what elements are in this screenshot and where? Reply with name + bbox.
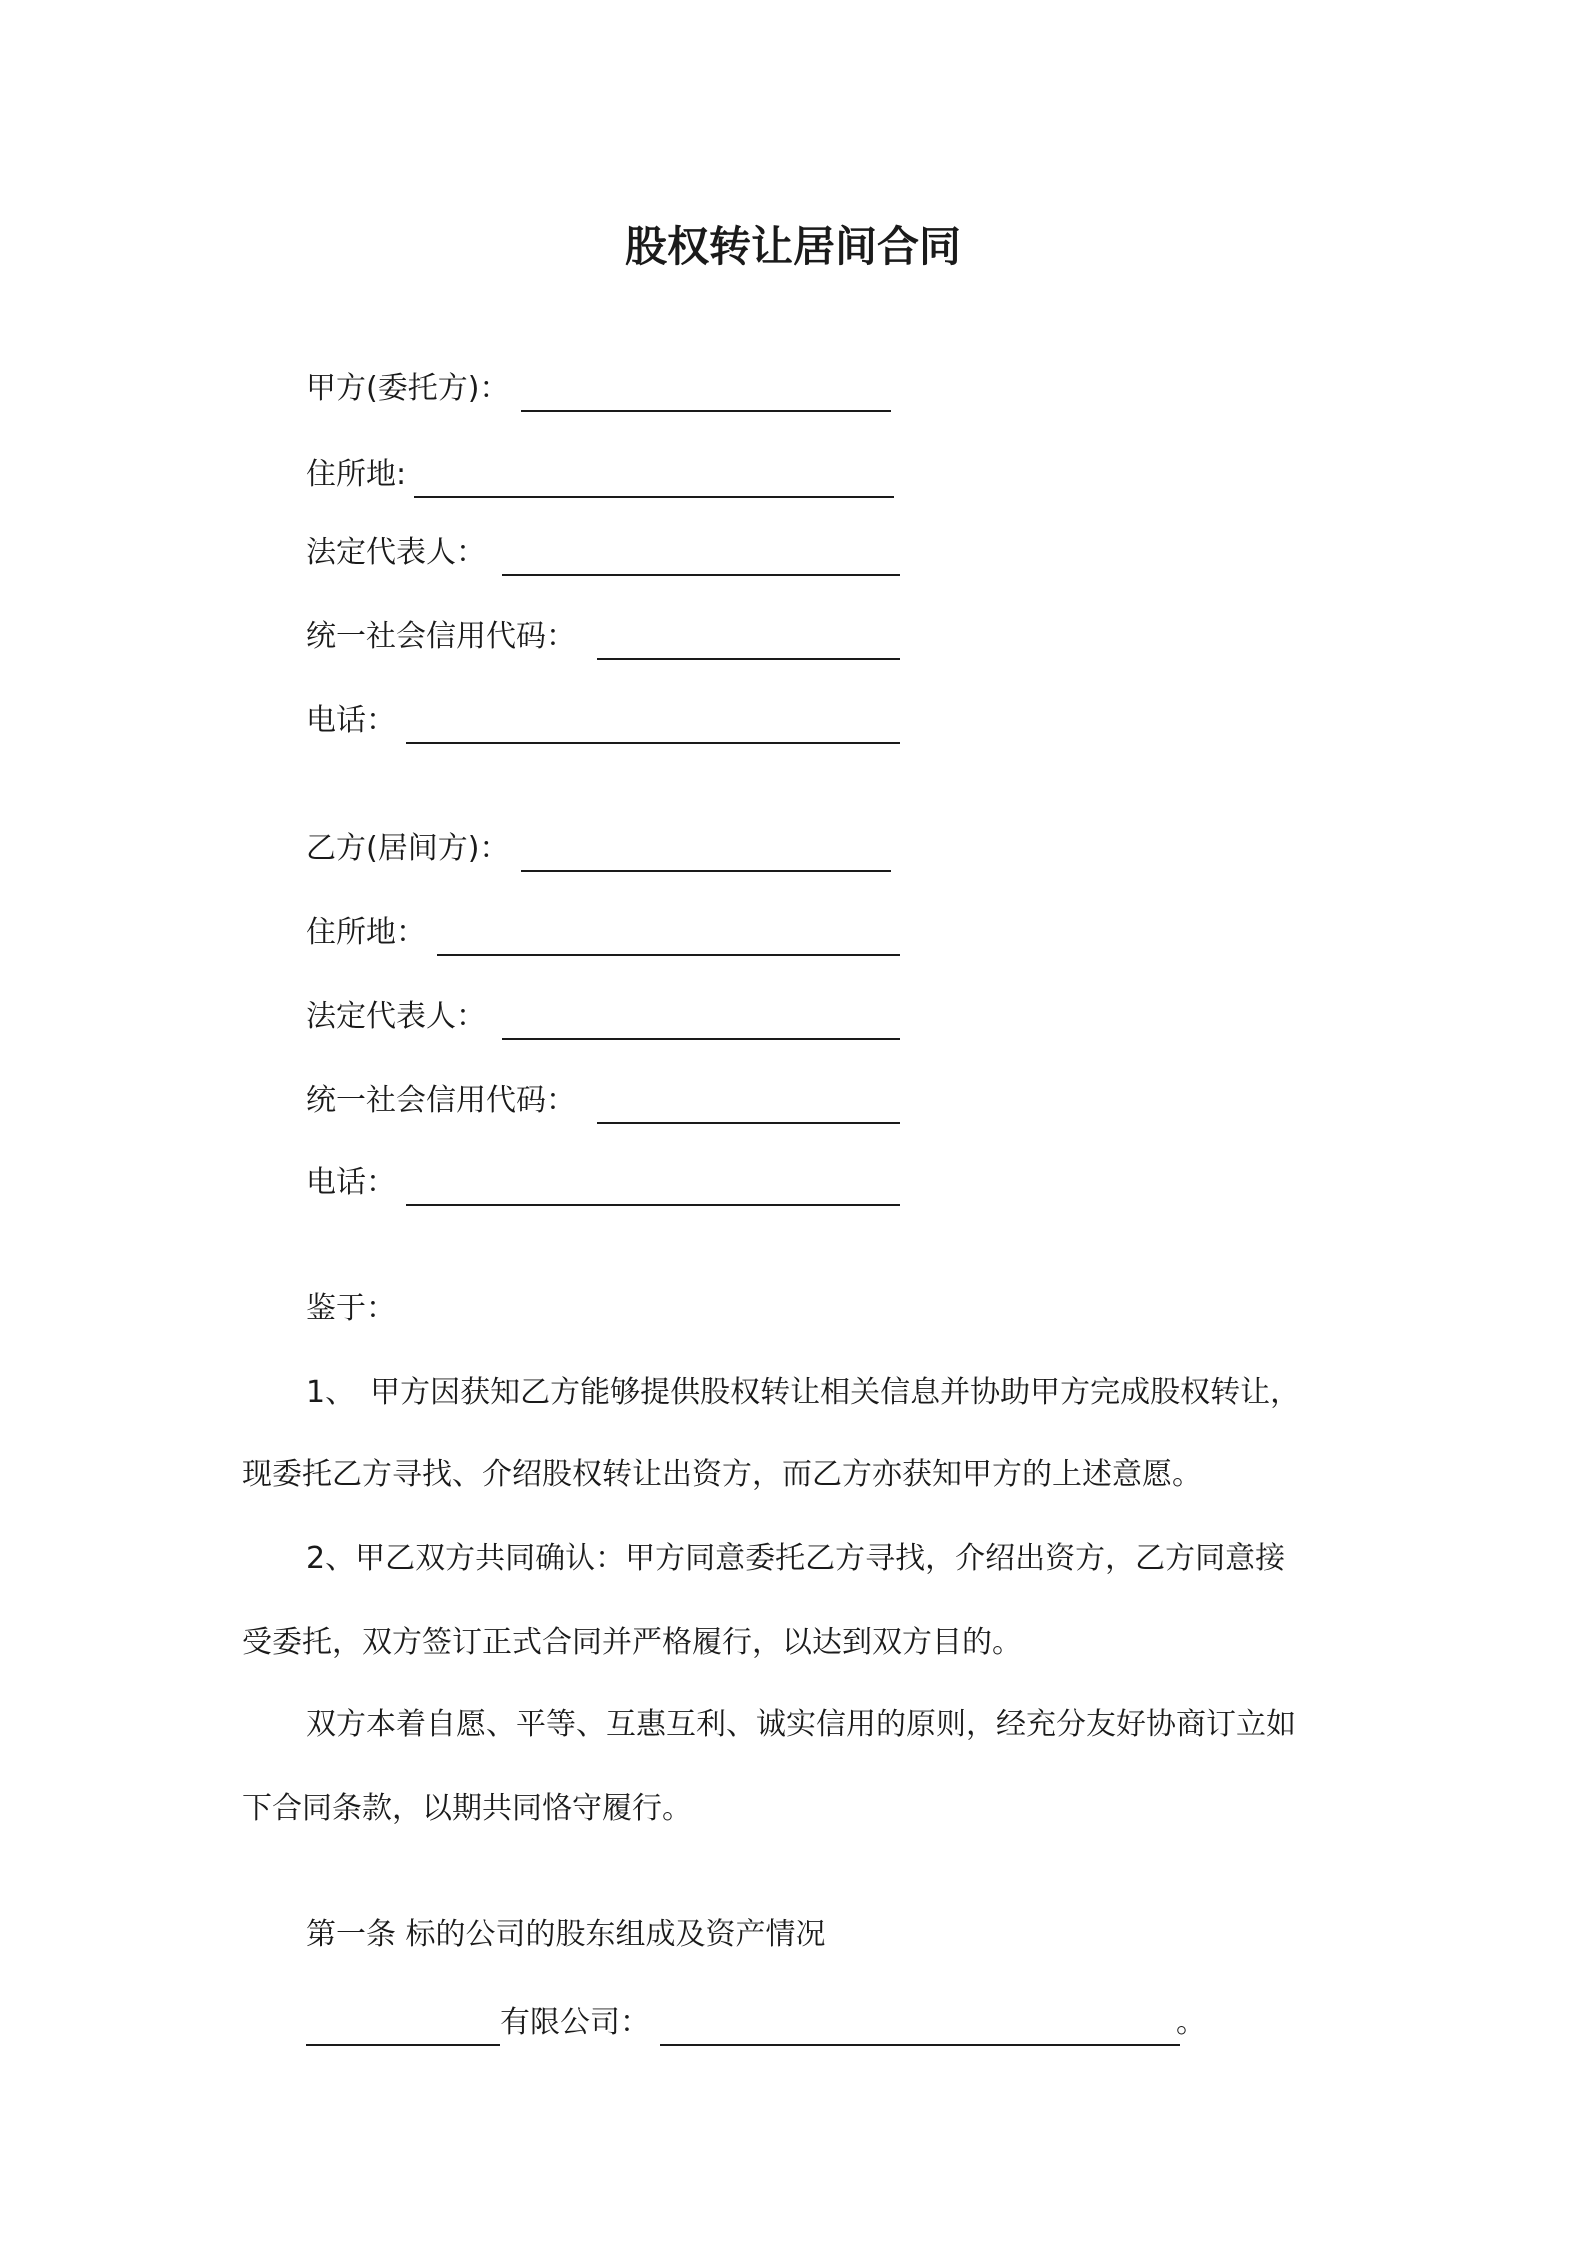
principle-line2: 下合同条款，以期共同恪守履行。 xyxy=(242,1791,692,1826)
party-a-legal-rep-blank xyxy=(502,574,900,576)
party-b-legal-rep-blank xyxy=(502,1038,900,1040)
party-a-phone-blank xyxy=(406,742,900,744)
company-name-blank xyxy=(306,2044,500,2046)
party-b-phone-label: 电话： xyxy=(306,1165,396,1200)
party-a-address-label: 住所地: xyxy=(306,457,407,492)
party-a-name-field xyxy=(306,370,896,414)
company-end-mark: 。 xyxy=(1176,2005,1206,2040)
party-b-phone-field xyxy=(306,1164,906,1208)
whereas-item1-line2: 现委托乙方寻找、介绍股权转让出资方，而乙方亦获知甲方的上述意愿。 xyxy=(242,1457,1202,1492)
party-b-heading: 乙方(居间方)： xyxy=(306,831,510,866)
whereas-heading: 鉴于： xyxy=(306,1291,396,1326)
party-a-name-blank xyxy=(521,410,891,412)
party-b-credit-code-field xyxy=(306,1082,906,1126)
party-b-name-blank xyxy=(521,870,891,872)
party-a-credit-code-blank xyxy=(597,658,900,660)
party-a-credit-code-field xyxy=(306,618,906,662)
party-b-credit-code-label: 统一社会信用代码： xyxy=(306,1083,576,1118)
company-detail-blank xyxy=(660,2044,1180,2046)
whereas-item1-line1: 1、 甲方因获知乙方能够提供股权转让相关信息并协助甲方完成股权转让， xyxy=(306,1375,1301,1410)
party-a-address-field xyxy=(306,456,896,500)
whereas-item2-line2: 受委托，双方签订正式合同并严格履行，以达到双方目的。 xyxy=(242,1625,1022,1660)
party-b-legal-rep-field xyxy=(306,998,906,1042)
article1-heading: 第一条 标的公司的股东组成及资产情况 xyxy=(306,1917,826,1952)
party-b-address-label: 住所地： xyxy=(306,915,426,950)
party-a-phone-field xyxy=(306,702,906,746)
whereas-item2-line1: 2、甲乙双方共同确认：甲方同意委托乙方寻找，介绍出资方，乙方同意接 xyxy=(306,1541,1286,1576)
party-b-credit-code-blank xyxy=(597,1122,900,1124)
party-a-legal-rep-label: 法定代表人： xyxy=(306,535,486,570)
document-title: 股权转让居间合同 xyxy=(624,222,961,271)
company-row xyxy=(306,2004,1206,2048)
party-b-address-blank xyxy=(437,954,900,956)
party-a-phone-label: 电话： xyxy=(306,703,396,738)
party-a-heading: 甲方(委托方)： xyxy=(306,371,510,406)
party-b-address-field xyxy=(306,914,906,958)
party-b-legal-rep-label: 法定代表人： xyxy=(306,999,486,1034)
party-a-credit-code-label: 统一社会信用代码： xyxy=(306,619,576,654)
party-a-legal-rep-field xyxy=(306,534,906,578)
party-a-address-blank xyxy=(414,496,894,498)
party-b-phone-blank xyxy=(406,1204,900,1206)
party-b-name-field xyxy=(306,830,896,874)
principle-line1: 双方本着自愿、平等、互惠互利、诚实信用的原则，经充分友好协商订立如 xyxy=(306,1707,1296,1742)
company-label: 有限公司： xyxy=(500,2005,650,2040)
